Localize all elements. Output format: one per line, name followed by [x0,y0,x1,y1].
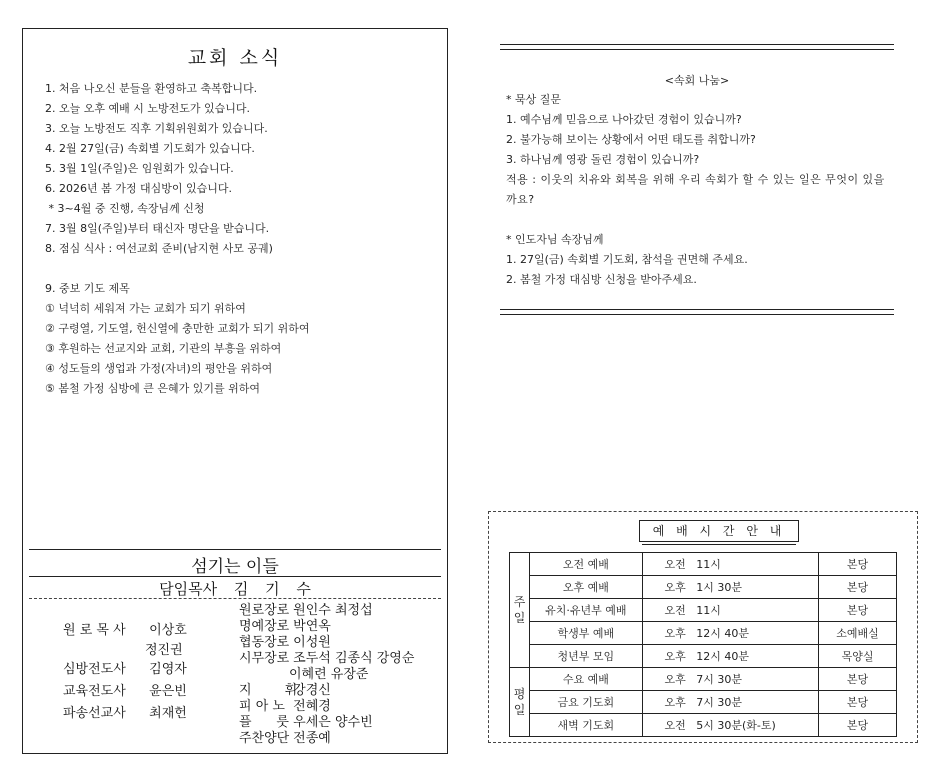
service-time: 오후 12시 40분 [642,645,819,668]
leader-line: 1. 27일(금) 속회별 기도회, 참석을 권면해 주세요. [506,253,748,266]
sharing-line: 2. 불가능해 보이는 상황에서 어떤 태도를 취합니까? [506,133,756,146]
sharing-line: 3. 하나님께 영광 돌린 경험이 있습니까? [506,153,700,166]
prayer-item: ⑤ 봄철 가정 심방에 큰 은혜가 있기를 위하여 [45,382,260,395]
service-name: 금요 기도회 [530,691,642,714]
staff-emeritus-pastor-2 [145,641,183,661]
leader-title: * 인도자님 속장님께 [506,233,604,246]
staff-emeritus-pastor [63,621,187,641]
elder-names: 전혜경 [293,699,331,714]
news-item: 6. 2026년 봄 가정 대심방이 있습니다. [45,182,232,195]
senior-pastor [23,578,447,599]
service-time: 오전 5시 30분(화-토) [642,714,819,737]
leader-line: 2. 봄철 가정 대심방 신청을 받아주세요. [506,273,697,286]
service-time: 오후 1시 30분 [642,576,819,599]
news-item: 1. 처음 나오신 분들을 환영하고 축복합니다. [45,82,258,95]
service-time: 오후 12시 40분 [642,622,819,645]
pastor-name-char: 김 [233,580,249,598]
news-item: * 3~4월 중 진행, 속장님께 신청 [45,202,205,215]
schedule-title: 예 배 시 간 안 내 [639,520,799,542]
elder-names: 이혜련 유장준 [289,667,369,682]
sharing-body [506,90,890,290]
service-time: 오전 11시 [642,553,819,576]
news-title: 교회 소식 [187,47,283,69]
service-time: 오후 7시 30분 [642,691,819,714]
news-item: 7. 3월 8일(주일)부터 태신자 명단을 받습니다. [45,222,270,235]
news-item: 3. 오늘 노방전도 직후 기획위원회가 있습니다. [45,122,268,135]
service-place: 본당 [819,599,897,622]
service-name: 학생부 예배 [530,622,642,645]
staff-role: 심방전도사 [63,662,126,677]
service-time: 오후 7시 30분 [642,668,819,691]
staff-name: 윤은빈 [149,684,187,699]
staff-name: 최재헌 [149,706,187,721]
pastor-name-char: 수 [296,580,311,598]
table-row [510,553,897,576]
elder-role: 피 아 노 [239,699,285,714]
divider [29,598,441,599]
service-name: 수요 예배 [530,668,642,691]
service-name: 유치·유년부 예배 [530,599,642,622]
staff-name: 이상호 [149,623,187,638]
elder-row [239,727,331,746]
sharing-title: <속회 나눔> [664,74,730,87]
pastor-role: 담임목사 [159,580,218,598]
staff-role: 파송선교사 [63,706,126,721]
news-list [45,79,445,399]
elder-names: 전종예 [293,731,331,746]
staff-education-evangelist [63,682,187,702]
service-place: 소예배실 [819,622,897,645]
sharing-line: 1. 예수님께 믿음으로 나아갔던 경험이 있습니까? [506,113,742,126]
elder-names: 조두석 김종식 강영순 [293,651,415,666]
service-place: 목양실 [819,645,897,668]
service-place: 본당 [819,576,897,599]
staff-name: 정진권 [145,643,183,658]
staff-missionary [63,704,187,724]
service-name: 오전 예배 [530,553,642,576]
prayer-item: ③ 후원하는 선교지와 교회, 기관의 부흥을 위하여 [45,342,282,355]
staff-visitation-evangelist [63,660,187,680]
elder-names: 강경신 [293,683,331,698]
prayer-item: ④ 성도들의 생업과 가정(자녀)의 평안을 위하여 [45,362,273,375]
sharing-line: 적용 : 이웃의 치유와 회복을 위해 우리 속회가 할 수 있는 일은 무엇이 있을까요? [506,173,885,206]
table-row [510,714,897,737]
service-time: 오전 11시 [642,599,819,622]
elder-names: 원인수 최정섭 [293,603,373,618]
service-place: 본당 [819,714,897,737]
divider [29,576,441,577]
worship-schedule [488,511,918,743]
news-item: 2. 오늘 오후 예배 시 노방전도가 있습니다. [45,102,250,115]
spacer [45,259,445,279]
table-row [510,599,897,622]
staff-role: 원 로 목 사 [63,623,126,638]
table-row [510,576,897,599]
news-item: 5. 3월 1일(주일)은 임원회가 있습니다. [45,162,234,175]
news-item: 8. 점심 식사 : 여선교회 준비(남지현 사모 공궤) [45,242,273,255]
prayer-item: ② 구령열, 기도열, 헌신열에 충만한 교회가 되기 위하여 [45,322,310,335]
elder-role: 지 휘 [239,683,298,698]
elder-names: 이성원 [293,635,331,650]
elder-role: 명예장로 [239,619,290,634]
staff-role: 교육전도사 [63,684,126,699]
service-name: 새벽 기도회 [530,714,642,737]
spacer [506,210,890,230]
elder-role: 주찬양단 [239,731,290,746]
pastor-name-char: 기 [265,580,280,598]
elder-role: 플 룻 [239,715,289,730]
service-place: 본당 [819,668,897,691]
table-row [510,691,897,714]
double-rule [500,309,894,315]
prayer-title: 9. 중보 기도 제목 [45,282,130,295]
table-row [510,622,897,645]
elder-names: 박연옥 [293,619,331,634]
staff-name: 김영자 [149,662,187,677]
table-row [510,645,897,668]
prayer-item: ① 넉넉히 세워져 가는 교회가 되기 위하여 [45,302,246,315]
elder-names: 우세은 양수빈 [293,715,373,730]
sharing-line: * 묵상 질문 [506,93,561,106]
elder-role: 원로장로 [239,603,290,618]
news-item: 4. 2월 27일(금) 속회별 기도회가 있습니다. [45,142,255,155]
service-place: 본당 [819,691,897,714]
servants-title: 섬기는 이들 [191,557,279,577]
service-place: 본당 [819,553,897,576]
service-name: 오후 예배 [530,576,642,599]
elder-role: 협동장로 [239,635,290,650]
table-row [510,668,897,691]
double-rule [500,44,894,50]
group-label: 평 일 [510,668,530,737]
elder-role: 시무장로 [239,651,290,666]
group-label: 주 일 [510,553,530,668]
service-name: 청년부 모임 [530,645,642,668]
divider [29,549,441,550]
schedule-table [509,552,897,737]
church-news-panel [22,28,448,754]
